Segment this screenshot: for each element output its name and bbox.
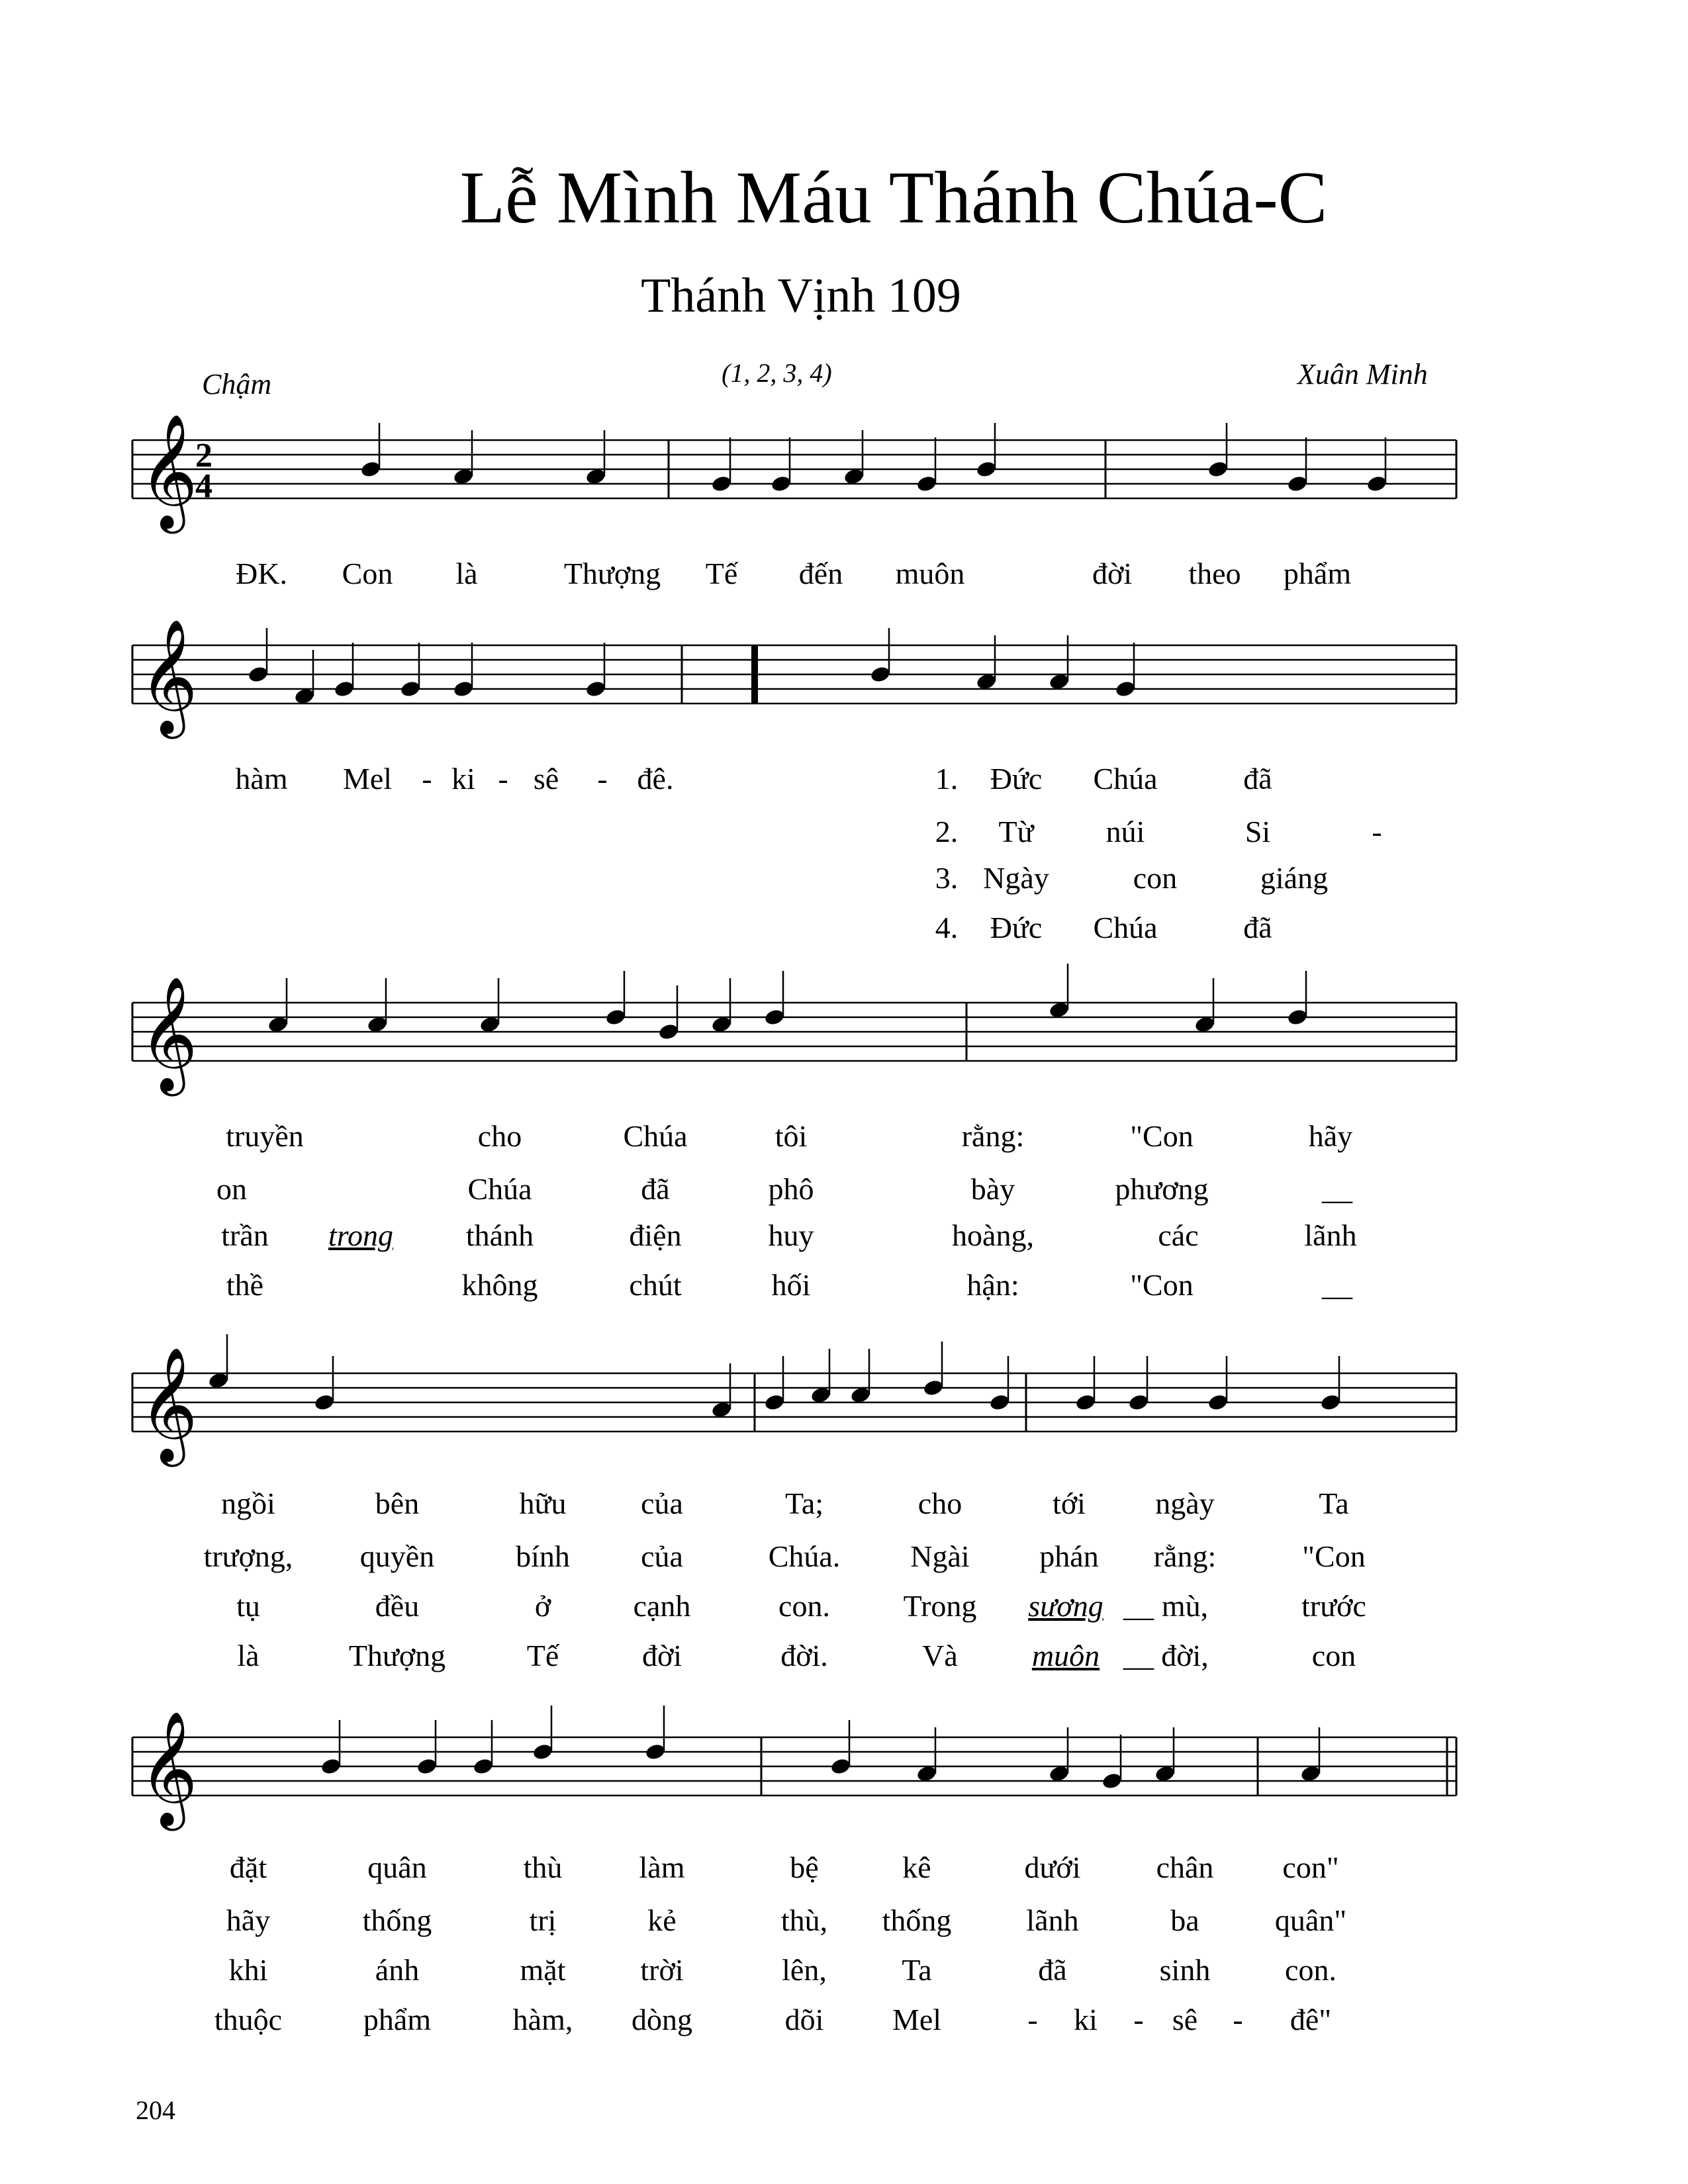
lyric-syllable: của xyxy=(641,1486,683,1520)
lyric-syllable: chân xyxy=(1156,1850,1214,1884)
lyric-syllable: các xyxy=(1158,1218,1199,1252)
svg-text:𝄞: 𝄞 xyxy=(139,1347,198,1462)
lyric-syllable: kẻ xyxy=(647,1903,677,1937)
lyric-syllable: rằng: xyxy=(961,1119,1025,1153)
lyric-syllable: Mel xyxy=(342,762,393,796)
lyric-syllable: Ta xyxy=(902,1953,932,1987)
svg-text:𝄞: 𝄞 xyxy=(139,619,198,734)
lyric-syllable: Chúa. xyxy=(768,1539,841,1573)
staff-system-3 xyxy=(0,973,1688,1091)
lyric-syllable: ngày xyxy=(1155,1486,1215,1520)
lyric-syllable: con xyxy=(1311,1639,1356,1672)
lyric-syllable: phẩm xyxy=(363,2003,432,2036)
lyric-syllable: của xyxy=(641,1539,683,1573)
lyric-syllable: giáng xyxy=(1260,861,1329,895)
lyric-syllable: - xyxy=(597,762,608,796)
lyric-syllable: quyền xyxy=(359,1539,435,1573)
lyric-syllable: thống xyxy=(882,1903,952,1937)
lyric-syllable: đê" xyxy=(1289,2003,1332,2036)
lyric-syllable: đời xyxy=(641,1639,682,1672)
lyric-syllable: quân" xyxy=(1274,1903,1347,1937)
lyric-syllable: thề xyxy=(226,1268,264,1302)
lyric-syllable: khi xyxy=(228,1953,268,1987)
tempo-marking: Chậm xyxy=(202,368,272,400)
lyric-syllable: phương xyxy=(1115,1172,1209,1206)
lyric-syllable: lãnh xyxy=(1026,1903,1079,1937)
lyric-syllable: tôi xyxy=(774,1119,808,1153)
staff-system-2 xyxy=(0,615,1688,734)
lyric-syllable: Ta xyxy=(1319,1486,1349,1520)
lyric-syllable: trượng, xyxy=(203,1539,293,1573)
lyric-syllable: - xyxy=(1372,815,1382,848)
lyric-syllable: Thượng xyxy=(348,1639,446,1672)
lyric-syllable: - xyxy=(1027,2003,1038,2036)
lyric-syllable: 1. xyxy=(935,762,959,796)
lyric-syllable: là xyxy=(237,1639,259,1672)
lyric-syllable: "Con xyxy=(1130,1268,1194,1302)
lyric-syllable: hoàng, xyxy=(952,1218,1034,1252)
lyric-syllable: phô xyxy=(768,1172,814,1206)
lyric-syllable: là xyxy=(455,557,478,590)
lyric-syllable: đã xyxy=(1243,911,1272,944)
lyric-syllable: Con xyxy=(342,557,393,590)
lyric-syllable: 4. xyxy=(935,911,959,944)
lyric-syllable: thù xyxy=(523,1850,563,1884)
verse-numbers: (1, 2, 3, 4) xyxy=(722,358,832,388)
lyric-syllable: Si xyxy=(1244,815,1271,848)
staff-system-4 xyxy=(0,1343,1688,1462)
lyric-syllable: ki xyxy=(451,762,475,796)
lyric-syllable: dòng xyxy=(632,2003,692,2036)
lyric-syllable: thánh xyxy=(465,1218,534,1252)
lyric-syllable: thù, xyxy=(780,1903,828,1937)
lyric-syllable: Thượng xyxy=(563,557,661,590)
page-number: 204 xyxy=(136,2095,175,2125)
lyric-syllable: Chúa xyxy=(1093,911,1158,944)
lyric-syllable: sinh xyxy=(1159,1953,1211,1987)
lyric-syllable: cạnh xyxy=(633,1589,691,1623)
lyric-syllable: - xyxy=(1233,2003,1243,2036)
lyric-syllable: phán xyxy=(1039,1539,1099,1573)
lyric-syllable: trần xyxy=(221,1218,269,1252)
lyric-syllable: đã xyxy=(1038,1953,1067,1987)
lyric-syllable: đã xyxy=(641,1172,670,1206)
composer: Xuân Minh xyxy=(1297,358,1428,390)
lyric-syllable: Ta; xyxy=(784,1486,824,1520)
lyric-syllable: Chúa xyxy=(467,1172,532,1206)
lyric-syllable: ĐK. xyxy=(236,557,287,590)
lyric-syllable: núi xyxy=(1105,815,1145,848)
lyric-syllable: bệ xyxy=(790,1850,819,1884)
lyric-syllable: cho xyxy=(477,1119,522,1153)
lyric-syllable: theo xyxy=(1188,557,1241,590)
lyric-syllable: hàm, xyxy=(512,2003,573,2036)
lyric-syllable: Tế xyxy=(705,557,738,590)
svg-text:𝄞: 𝄞 xyxy=(139,976,198,1091)
lyric-syllable: mù, xyxy=(1161,1589,1209,1623)
staff-system-1 xyxy=(0,410,1688,529)
lyric-syllable: __ xyxy=(1322,1268,1352,1302)
lyric-syllable: Trong xyxy=(903,1589,977,1623)
lyric-syllable: on xyxy=(216,1172,247,1206)
lyric-syllable: Và xyxy=(922,1639,958,1672)
lyric-syllable: truyền xyxy=(226,1119,304,1153)
lyric-syllable: Mel xyxy=(892,2003,942,2036)
lyric-syllable: kê xyxy=(902,1850,931,1884)
lyric-syllable: ở xyxy=(534,1589,551,1623)
lyric-syllable: "Con xyxy=(1302,1539,1366,1573)
svg-text:4: 4 xyxy=(195,467,212,505)
lyric-syllable: mặt xyxy=(520,1953,566,1987)
lyric-syllable: sê xyxy=(533,762,559,796)
lyric-syllable: hãy xyxy=(1308,1119,1353,1153)
lyric-syllable: sương xyxy=(1028,1589,1103,1623)
lyric-syllable: thống xyxy=(362,1903,432,1937)
lyric-syllable: trong xyxy=(328,1218,393,1252)
lyric-syllable: huy xyxy=(768,1218,814,1252)
lyric-syllable: Chúa xyxy=(623,1119,688,1153)
lyric-syllable: - xyxy=(422,762,432,796)
lyric-syllable: đời xyxy=(1092,557,1133,590)
lyric-syllable: lên, xyxy=(782,1953,827,1987)
lyric-syllable: "Con xyxy=(1130,1119,1194,1153)
lyric-syllable: cho xyxy=(917,1486,962,1520)
lyric-syllable: con xyxy=(1133,861,1178,895)
lyric-syllable: Ngày xyxy=(983,861,1049,895)
page-subtitle: Thánh Vịnh 109 xyxy=(641,269,961,323)
lyric-syllable: tới xyxy=(1053,1486,1086,1520)
lyric-syllable: Chúa xyxy=(1093,762,1158,796)
lyric-syllable: __ xyxy=(1123,1589,1154,1623)
lyric-syllable: con. xyxy=(778,1589,830,1623)
lyric-syllable: bày xyxy=(970,1172,1015,1206)
lyric-syllable: __ xyxy=(1123,1639,1154,1672)
page-title: Lễ Mình Máu Thánh Chúa-C xyxy=(459,157,1328,239)
lyric-syllable: - xyxy=(1133,2003,1144,2036)
svg-text:𝄞: 𝄞 xyxy=(139,1711,198,1826)
lyric-syllable: hàm xyxy=(235,762,288,796)
lyric-syllable: ba xyxy=(1170,1903,1199,1937)
lyric-syllable: dưới xyxy=(1024,1850,1081,1884)
lyric-syllable: con. xyxy=(1285,1953,1336,1987)
lyric-syllable: Từ xyxy=(998,815,1034,848)
lyric-syllable: hãy xyxy=(226,1903,271,1937)
lyric-syllable: ánh xyxy=(375,1953,420,1987)
lyric-syllable: muôn xyxy=(1031,1639,1100,1672)
lyric-syllable: hận: xyxy=(966,1268,1019,1302)
lyric-syllable: đã xyxy=(1243,762,1272,796)
lyric-syllable: đời. xyxy=(780,1639,828,1672)
lyric-syllable: tụ xyxy=(236,1589,260,1623)
lyric-syllable: Tế xyxy=(526,1639,559,1672)
lyric-syllable: trước xyxy=(1301,1589,1366,1623)
lyric-syllable: điện xyxy=(629,1218,682,1252)
lyric-syllable: ngồi xyxy=(221,1486,275,1520)
lyric-syllable: thuộc xyxy=(214,2003,283,2036)
lyric-syllable: - xyxy=(498,762,508,796)
lyric-syllable: đặt xyxy=(229,1850,267,1884)
lyric-syllable: 2. xyxy=(935,815,959,848)
lyric-syllable: đều xyxy=(375,1589,420,1623)
lyric-syllable: bính xyxy=(516,1539,570,1573)
lyric-syllable: chút xyxy=(629,1268,682,1302)
lyric-syllable: đến xyxy=(798,557,843,590)
lyric-syllable: hối xyxy=(771,1268,811,1302)
lyric-syllable: rằng: xyxy=(1153,1539,1217,1573)
lyric-syllable: trời xyxy=(640,1953,684,1987)
lyric-syllable: Ngài xyxy=(910,1539,970,1573)
lyric-syllable: Đức xyxy=(990,762,1043,796)
lyric-syllable: làm xyxy=(639,1850,685,1884)
svg-text:𝄞: 𝄞 xyxy=(139,414,198,529)
lyric-syllable: Đức xyxy=(990,911,1043,944)
lyric-syllable: trị xyxy=(529,1903,557,1937)
lyric-syllable: hữu xyxy=(519,1486,567,1520)
lyric-syllable: bên xyxy=(375,1486,420,1520)
staff-system-5 xyxy=(0,1707,1688,1826)
lyric-syllable: sê xyxy=(1172,2003,1198,2036)
lyric-syllable: phẩm xyxy=(1283,557,1352,590)
svg-text:2: 2 xyxy=(195,437,212,475)
lyric-syllable: lãnh xyxy=(1304,1218,1357,1252)
lyric-syllable: đời, xyxy=(1161,1639,1209,1672)
lyric-syllable: quân xyxy=(367,1850,427,1884)
lyric-syllable: con" xyxy=(1282,1850,1339,1884)
lyric-syllable: ki xyxy=(1074,2003,1098,2036)
lyric-syllable: dõi xyxy=(784,2003,824,2036)
lyric-syllable: không xyxy=(461,1268,538,1302)
lyric-syllable: __ xyxy=(1322,1172,1352,1206)
lyric-syllable: muôn xyxy=(895,557,965,590)
lyric-syllable: đê. xyxy=(637,762,674,796)
lyric-syllable: 3. xyxy=(935,861,959,895)
